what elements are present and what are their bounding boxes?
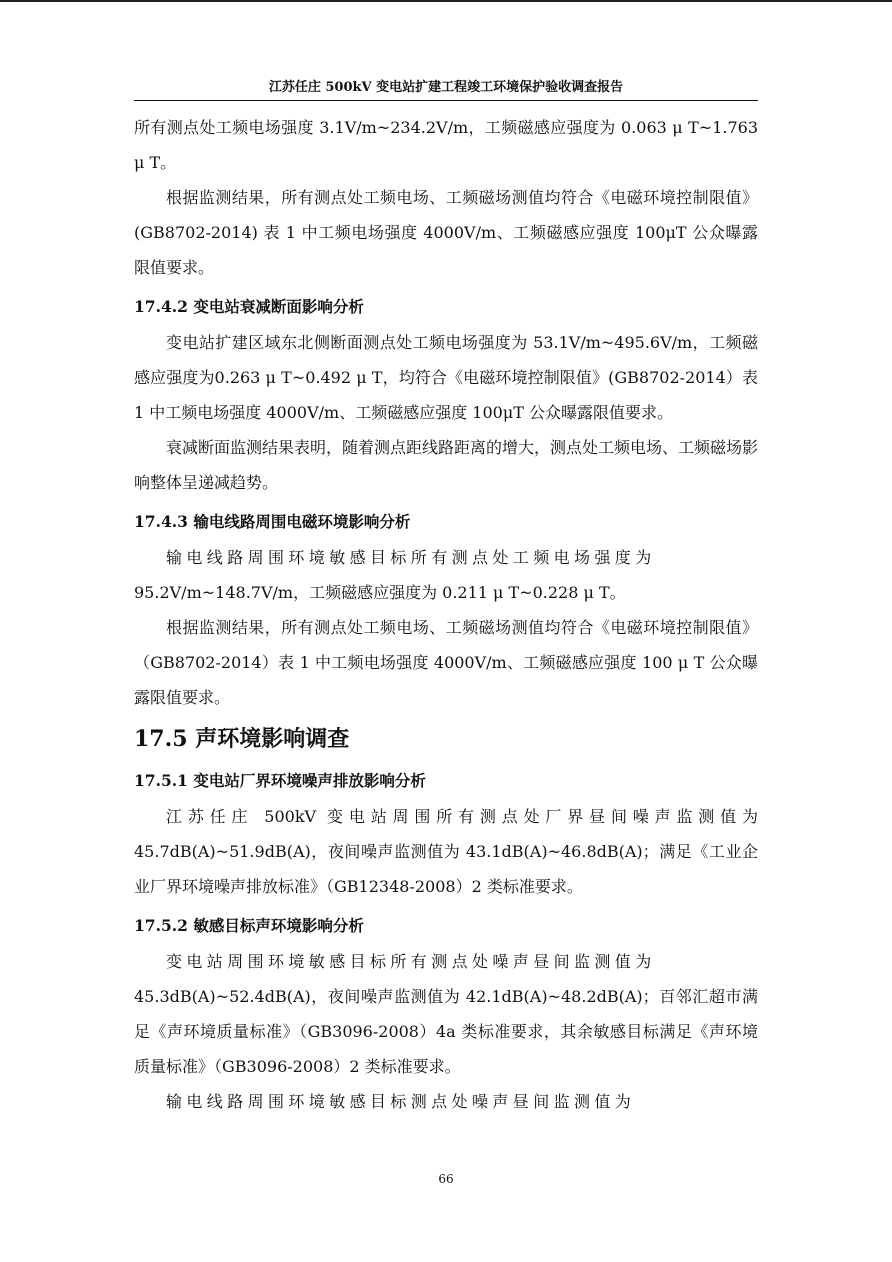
- subsection-heading: 17.5.2 敏感目标声环境影响分析: [134, 916, 364, 935]
- top-border: [0, 0, 892, 2]
- document-body: [134, 110, 758, 1119]
- paragraph: 95.2V/m~148.7V/m，工频磁感应强度为 0.211 μ T~0.228 μ T。: [134, 583, 626, 602]
- paragraph: 江苏任庄 500kV 变电站周围所有测点处厂界昼间噪声监测值为 45.7dB(A)~51.9dB(A)，夜间噪声监测值为 43.1dB(A)~46.8dB(A)；满足《工业企业厂界环境噪声排放标准》（GB12348-2008）2 类标准要求。: [134, 807, 758, 896]
- paragraph: 输电线路周围环境敏感目标测点处噪声昼间监测值为: [166, 1092, 636, 1111]
- paragraph: 45.3dB(A)~52.4dB(A)，夜间噪声监测值为 42.1dB(A)~48.2dB(A)；百邻汇超市满足《声环境质量标准》（GB3096-2008）4a 类标准要求，其余敏感目标满足《声环境质量标准》（GB3096-2008）2 类标准要求。: [134, 987, 758, 1076]
- paragraph: 根据监测结果，所有测点处工频电场、工频磁场测值均符合《电磁环境控制限值》（GB8702-2014）表 1 中工频电场强度 4000V/m、工频磁感应强度 100 μ T 公众曝露限值要求。: [134, 618, 758, 707]
- page-number: 66: [438, 1172, 454, 1186]
- paragraph: 所有测点处工频电场强度 3.1V/m~234.2V/m，工频磁感应强度为 0.063 μ T~1.763 μ T。: [134, 118, 758, 172]
- paragraph: 变电站周围环境敏感目标所有测点处噪声昼间监测值为: [166, 952, 656, 971]
- subsection-heading: 17.4.3 输电线路周围电磁环境影响分析: [134, 512, 411, 531]
- paragraph: 衰减断面监测结果表明，随着测点距线路距离的增大，测点处工频电场、工频磁场影响整体呈递减趋势。: [134, 438, 759, 492]
- subsection-heading: 17.4.2 变电站衰减断面影响分析: [134, 297, 364, 316]
- header-rule: [134, 100, 758, 101]
- running-header: 江苏任庄 500kV 变电站扩建工程竣工环境保护验收调查报告: [268, 80, 624, 95]
- paragraph: 变电站扩建区域东北侧断面测点处工频电场强度为 53.1V/m~495.6V/m，工频磁感应强度为0.263 μ T~0.492 μ T，均符合《电磁环境控制限值》(GB8702-2014）表 1 中工频电场强度 4000V/m、工频磁感应强度 100μT 公众曝露限值要求。: [134, 333, 758, 422]
- section-heading: 17.5 声环境影响调查: [134, 726, 350, 752]
- subsection-heading: 17.5.1 变电站厂界环境噪声排放影响分析: [134, 771, 426, 790]
- paragraph: 根据监测结果，所有测点处工频电场、工频磁场测值均符合《电磁环境控制限值》(GB8702-2014) 表 1 中工频电场强度 4000V/m、工频磁感应强度 100μT 公众曝露限值要求。: [134, 188, 758, 277]
- paragraph: 输电线路周围环境敏感目标所有测点处工频电场强度为: [166, 548, 656, 567]
